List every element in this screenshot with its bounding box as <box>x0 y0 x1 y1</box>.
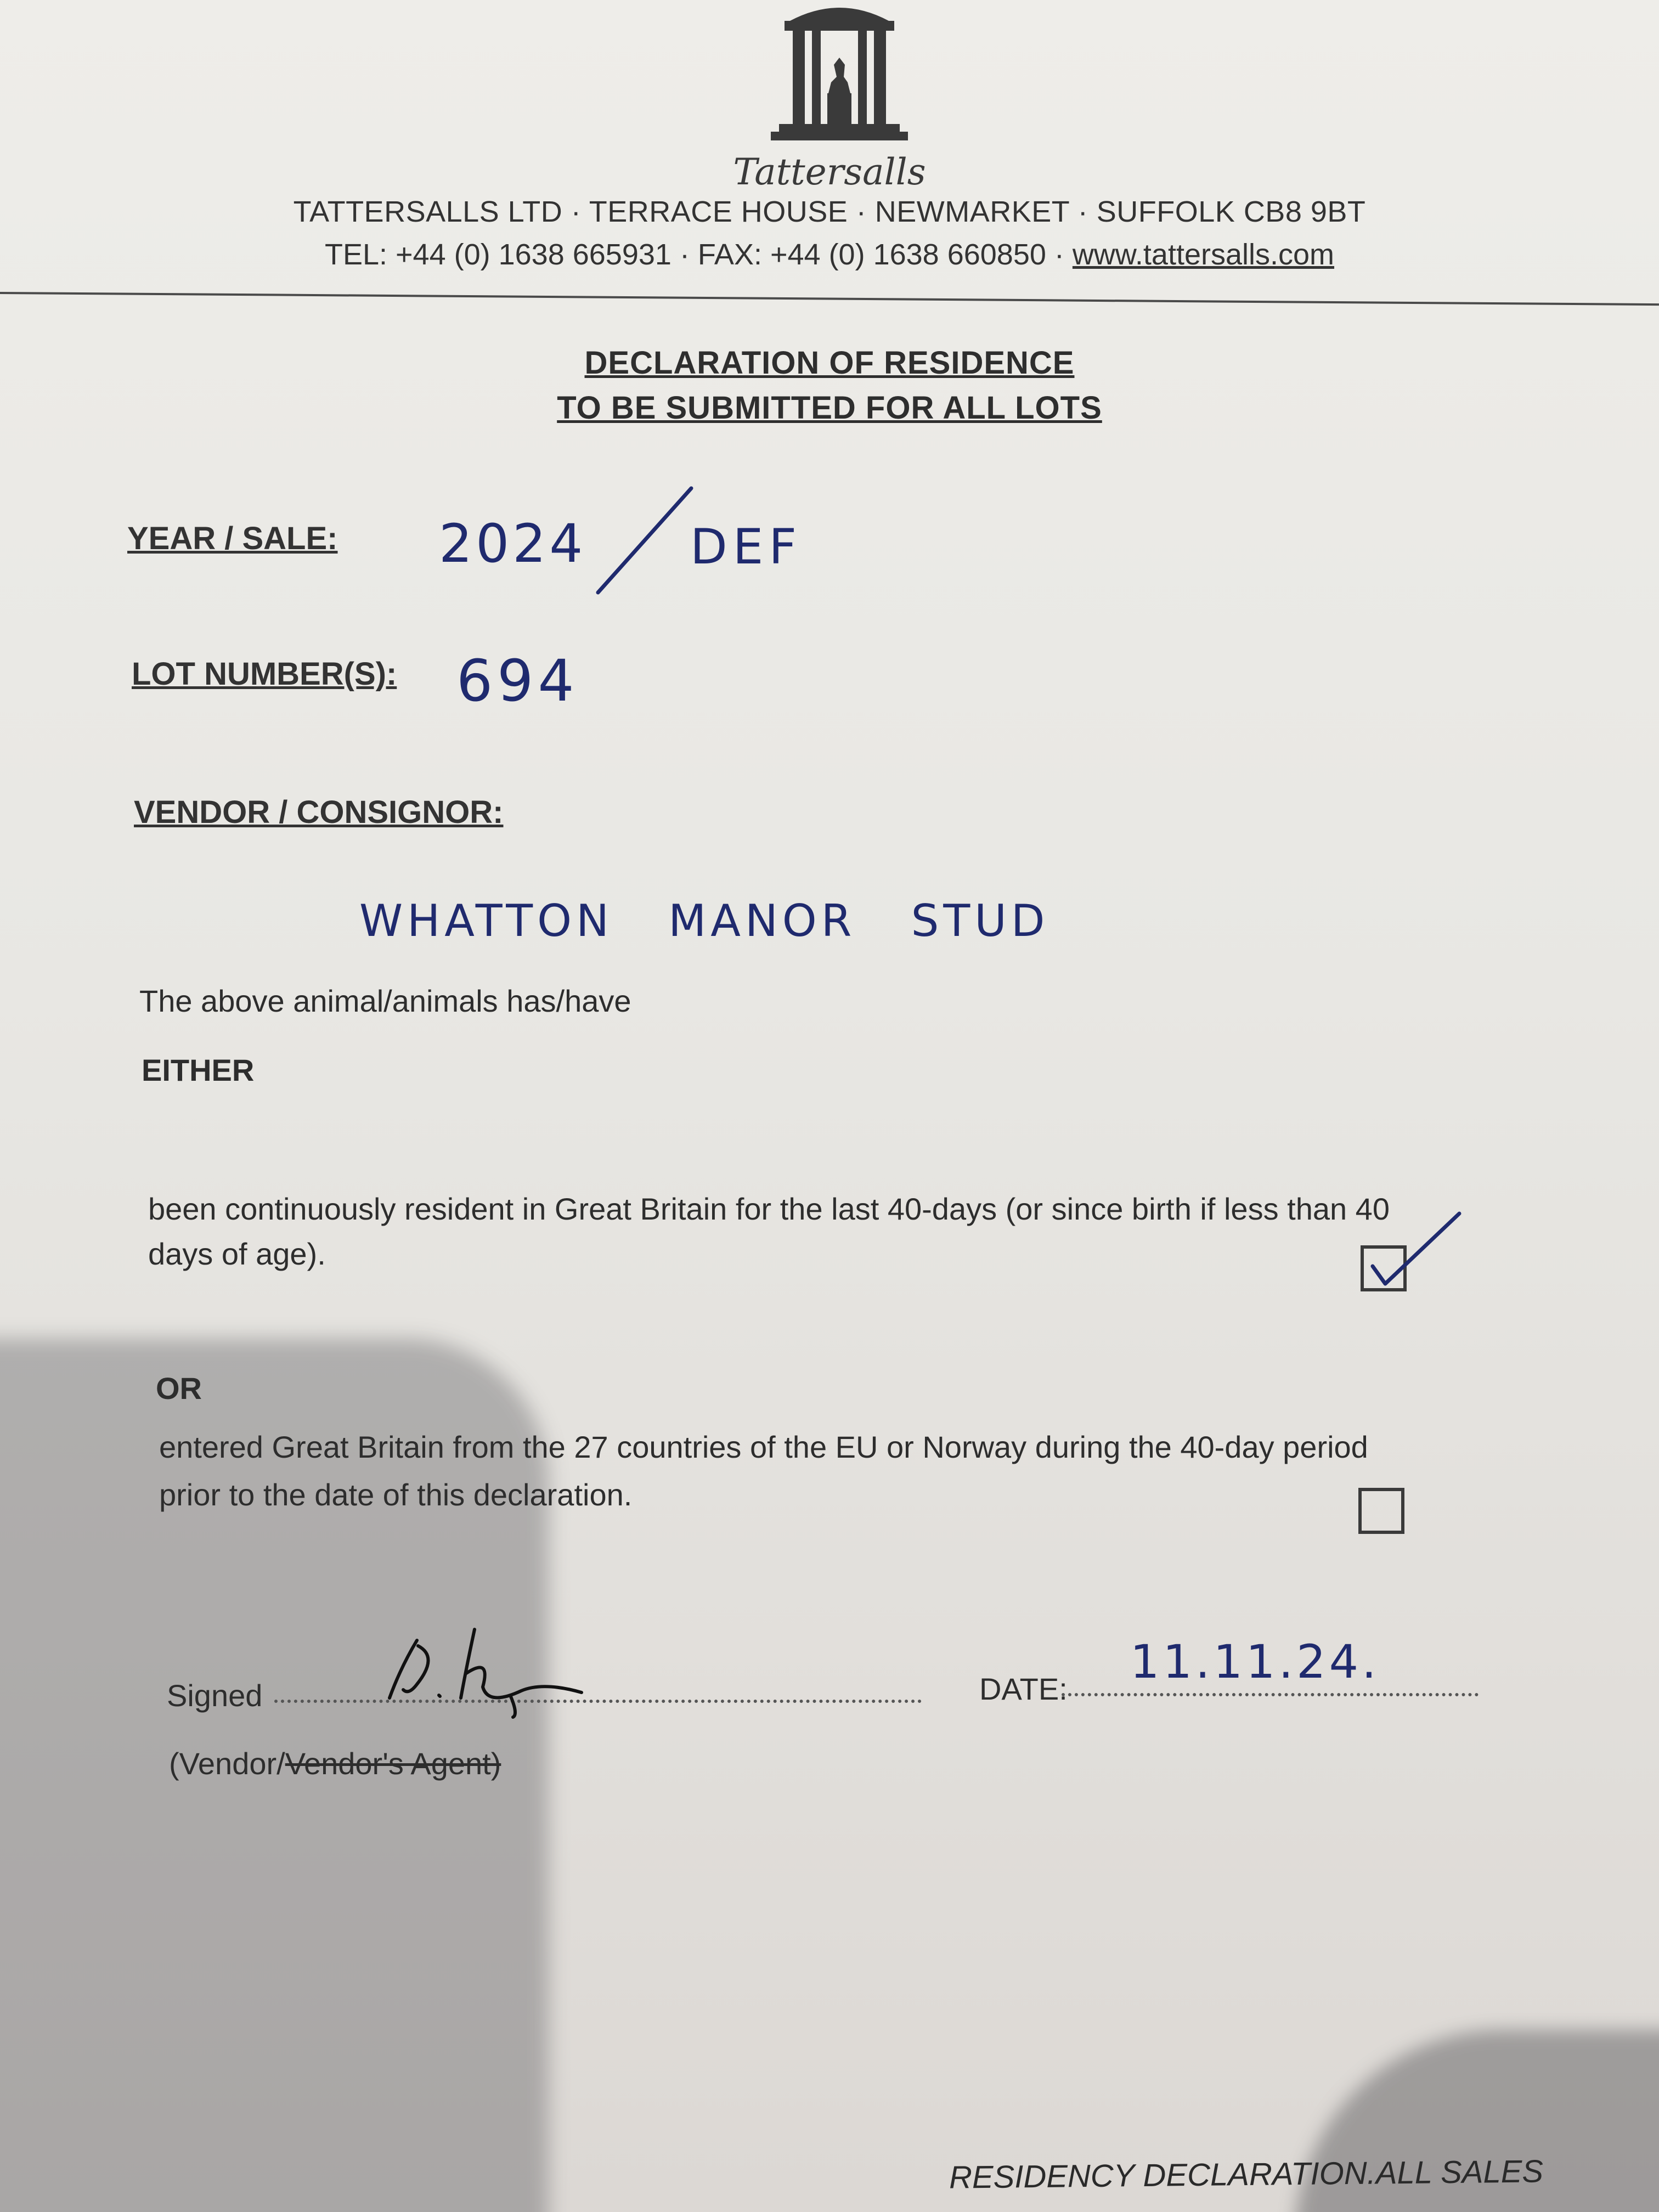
checkmark-icon <box>1361 1207 1470 1295</box>
or-label: OR <box>156 1371 202 1406</box>
vendor-label: VENDOR / CONSIGNOR: <box>134 794 504 830</box>
signer-role <box>169 1741 501 1786</box>
vendor-value: WHATTON MANOR STUD <box>359 895 1049 946</box>
date-line <box>1062 1693 1479 1696</box>
contact-numbers: TEL: +44 (0) 1638 665931 · FAX: +44 (0) 1638 660850 · <box>324 238 1073 271</box>
date-value: 11.11.24. <box>1130 1635 1380 1689</box>
signature-line <box>274 1700 922 1703</box>
handwritten-signature <box>379 1624 598 1723</box>
document-title: DECLARATION OF RESIDENCE <box>584 345 1075 381</box>
date-label: DATE: <box>979 1672 1068 1706</box>
lot-number-label: LOT NUMBER(S): <box>132 656 397 692</box>
option1-line1: been continuously resident in Great Britain for the last 40-days (or since birth if less than 40 <box>148 1192 1390 1226</box>
lot-number-value: 694 <box>456 647 579 714</box>
pavilion-logo-icon <box>763 0 916 148</box>
option2-line2: prior to the date of this declaration. <box>159 1477 633 1512</box>
brand-name: Tattersalls <box>733 151 926 193</box>
role-vendor: (Vendor/ <box>169 1746 285 1781</box>
header-rule <box>0 292 1659 306</box>
either-label: EITHER <box>142 1053 255 1087</box>
option2-line1: entered Great Britain from the 27 countries of the EU or Norway during the 40-day period <box>159 1430 1368 1464</box>
sale-value: DEF <box>690 518 802 575</box>
role-agent-struck: Vendor's Agent) <box>285 1746 501 1781</box>
year-value: 2024 <box>439 513 586 574</box>
slash-mark <box>587 483 702 598</box>
company-address: TATTERSALLS LTD · TERRACE HOUSE · NEWMARKET · SUFFOLK CB8 9BT <box>293 195 1366 228</box>
footer-text: RESIDENCY DECLARATION.ALL SALES <box>949 2153 1544 2196</box>
option2-checkbox[interactable] <box>1358 1488 1404 1534</box>
company-contact <box>0 238 1659 272</box>
year-sale-label: YEAR / SALE: <box>127 521 338 556</box>
signed-label: Signed <box>167 1678 263 1713</box>
website-link[interactable]: www.tattersalls.com <box>1072 238 1335 271</box>
document-subtitle: TO BE SUBMITTED FOR ALL LOTS <box>557 390 1102 426</box>
option1-line2: days of age). <box>148 1237 326 1271</box>
statement-intro: The above animal/animals has/have <box>139 984 631 1018</box>
